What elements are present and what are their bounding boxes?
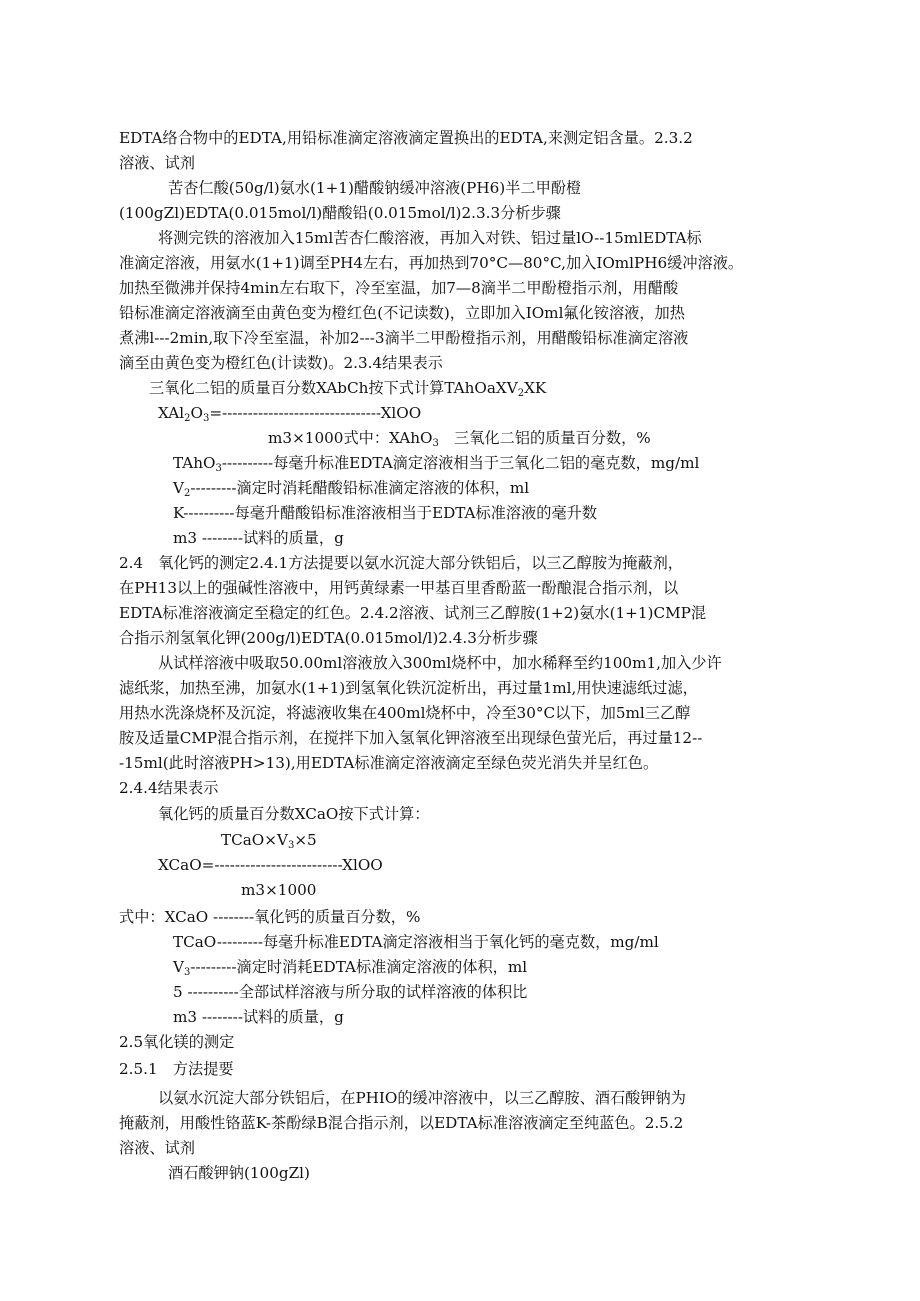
text-line: 苦杏仁酸(50g/l)氨水(1+1)醋酸钠缓冲溶液(PH6)半二甲酚橙 <box>168 179 582 197</box>
formula-intro-line: 三氧化二铝的质量百分数XAbCh按下式计算TAhOaXV$_2$XK <box>149 379 547 399</box>
definition-line: 式中：XCaO --------氧化钙的质量百分数，% <box>119 908 421 926</box>
text-line: 滤纸浆，加热至沸，加氨水(1+1)到氢氧化铁沉淀析出，再过量1ml,用快速滤纸过滤， <box>119 679 698 697</box>
text-line: EDTA标准溶液滴定至稳定的红色。2.4.2溶液、试剂三乙醇胺(1+2)氨水(1+1)CMP混 <box>119 604 707 622</box>
text-line: 合指示剂氢氧化钾(200g/l)EDTA(0.015mol/l)2.4.3分析步骤 <box>119 629 538 647</box>
text-line: 在PH13以上的强碱性溶液中，用钙黄绿素一甲基百里香酚蓝一酚酿混合指示剂，以 <box>119 579 679 597</box>
text-line: 煮沸l---2min,取下冷至室温，补加2---3滴半二甲酚橙指示剂，用醋酸铅标准滴定溶液 <box>119 329 689 347</box>
definition-line: m3 --------试料的质量，g <box>173 1008 344 1026</box>
section-heading-line: 2.5氧化镁的测定 <box>119 1033 235 1051</box>
text-line: 加热至微沸并保持4min左右取下，冷至室温，加7—8滴半二甲酚橙指示剂，用醋酸 <box>119 279 679 297</box>
subsection-heading: 2.4.4结果表示 <box>119 779 219 797</box>
section-heading-line: 2.4 氧化钙的测定2.4.1方法提要以氨水沉淀大部分铁铝后，以三乙醇胺为掩蔽剂， <box>119 554 683 572</box>
text-line: 用热水洗涤烧杯及沉淀，将滤液收集在400ml烧杯中，冷至30°C以下，加5ml三乙醇 <box>119 704 691 722</box>
formula-denominator-line: m3×1000式中：XAhO$_3$ 三氧化二铝的质量百分数，% <box>268 429 651 449</box>
text-line: 将测完铁的溶液加入15ml苦杏仁酸溶液，再加入对铁、铝过量lO--15mlEDTA标 <box>158 229 702 247</box>
text-line: 以氨水沉淀大部分铁铝后，在PHIO的缓冲溶液中，以三乙醇胺、酒石酸钾钠为 <box>158 1089 686 1107</box>
definition-line: $V_2---------$滴定时消耗醋酸铅标准滴定溶液的体积，ml <box>173 479 530 499</box>
text-line: 溶液、试剂 <box>119 1139 195 1157</box>
formula-line: XCaO=-------------------------XlOO <box>158 856 383 874</box>
definition-line: TCaO---------每毫升标准EDTA滴定溶液相当于氧化钙的毫克数，mg/ml <box>173 933 659 951</box>
text-line: -15ml(此时溶液PH>13),用EDTA标准滴定溶液滴定至绿色荧光消失并呈红色。 <box>119 754 659 772</box>
text-line: 准滴定溶液，用氨水(1+1)调至PH4左右，再加热到70°C—80°C,加入IOmlPH6缓冲溶液。 <box>119 254 744 272</box>
definition-line: m3 --------试料的质量，g <box>173 529 344 547</box>
formula-intro-line: 氧化钙的质量百分数XCaO按下式计算： <box>158 805 430 823</box>
text-line: 从试样溶液中吸取50.00ml溶液放入300ml烧杯中，加水稀释至约100m1,加入少许 <box>158 654 722 672</box>
text-line: EDTA络合物中的EDTA,用铅标准滴定溶液滴定置换出的EDTA,来测定铝含量。2.3.2 <box>119 129 693 147</box>
subsection-heading: 2.5.1 方法提要 <box>119 1060 234 1078</box>
definition-line: $V_3---------$滴定时消耗EDTA标准滴定溶液的体积，ml <box>173 958 528 978</box>
text-line: 溶液、试剂 <box>119 154 195 172</box>
definition-line: 5 ----------全部试样溶液与所分取的试样溶液的体积比 <box>173 983 528 1001</box>
text-line: 滴至由黄色变为橙红色(计读数)。2.3.4结果表示 <box>119 354 443 372</box>
formula-numerator-line: $TCaO\times V_3\times 5$ <box>221 831 317 851</box>
text-line: 铅标准滴定溶液滴至由黄色变为橙红色(不记读数)，立即加入IOml氟化铵溶液，加热 <box>119 304 685 322</box>
formula-line: $XAl_2O_3=------------------------------$-XlOO <box>158 404 422 424</box>
text-line: 胺及适量CMP混合指示剂，在搅拌下加入氢氧化钾溶液至出现绿色萤光后，再过量12-- <box>119 729 703 747</box>
text-line: (100gZl)EDTA(0.015mol/l)醋酸铅(0.015mol/l)2.3.3分析步骤 <box>119 204 561 222</box>
text-line: 掩蔽剂，用酸性铬蓝K-茶酚绿B混合指示剂，以EDTA标准溶液滴定至纯蓝色。2.5.2 <box>119 1114 684 1132</box>
definition-line: TAhO$_3$----------每毫升标准EDTA滴定溶液相当于三氧化二铝的毫克数，mg/ml <box>173 454 700 474</box>
formula-denominator-line: m3×1000 <box>241 881 317 899</box>
text-line: 酒石酸钾钠(100gZl) <box>168 1164 310 1182</box>
definition-line: K----------每毫升醋酸铅标准溶液相当于EDTA标准溶液的毫升数 <box>173 504 598 522</box>
